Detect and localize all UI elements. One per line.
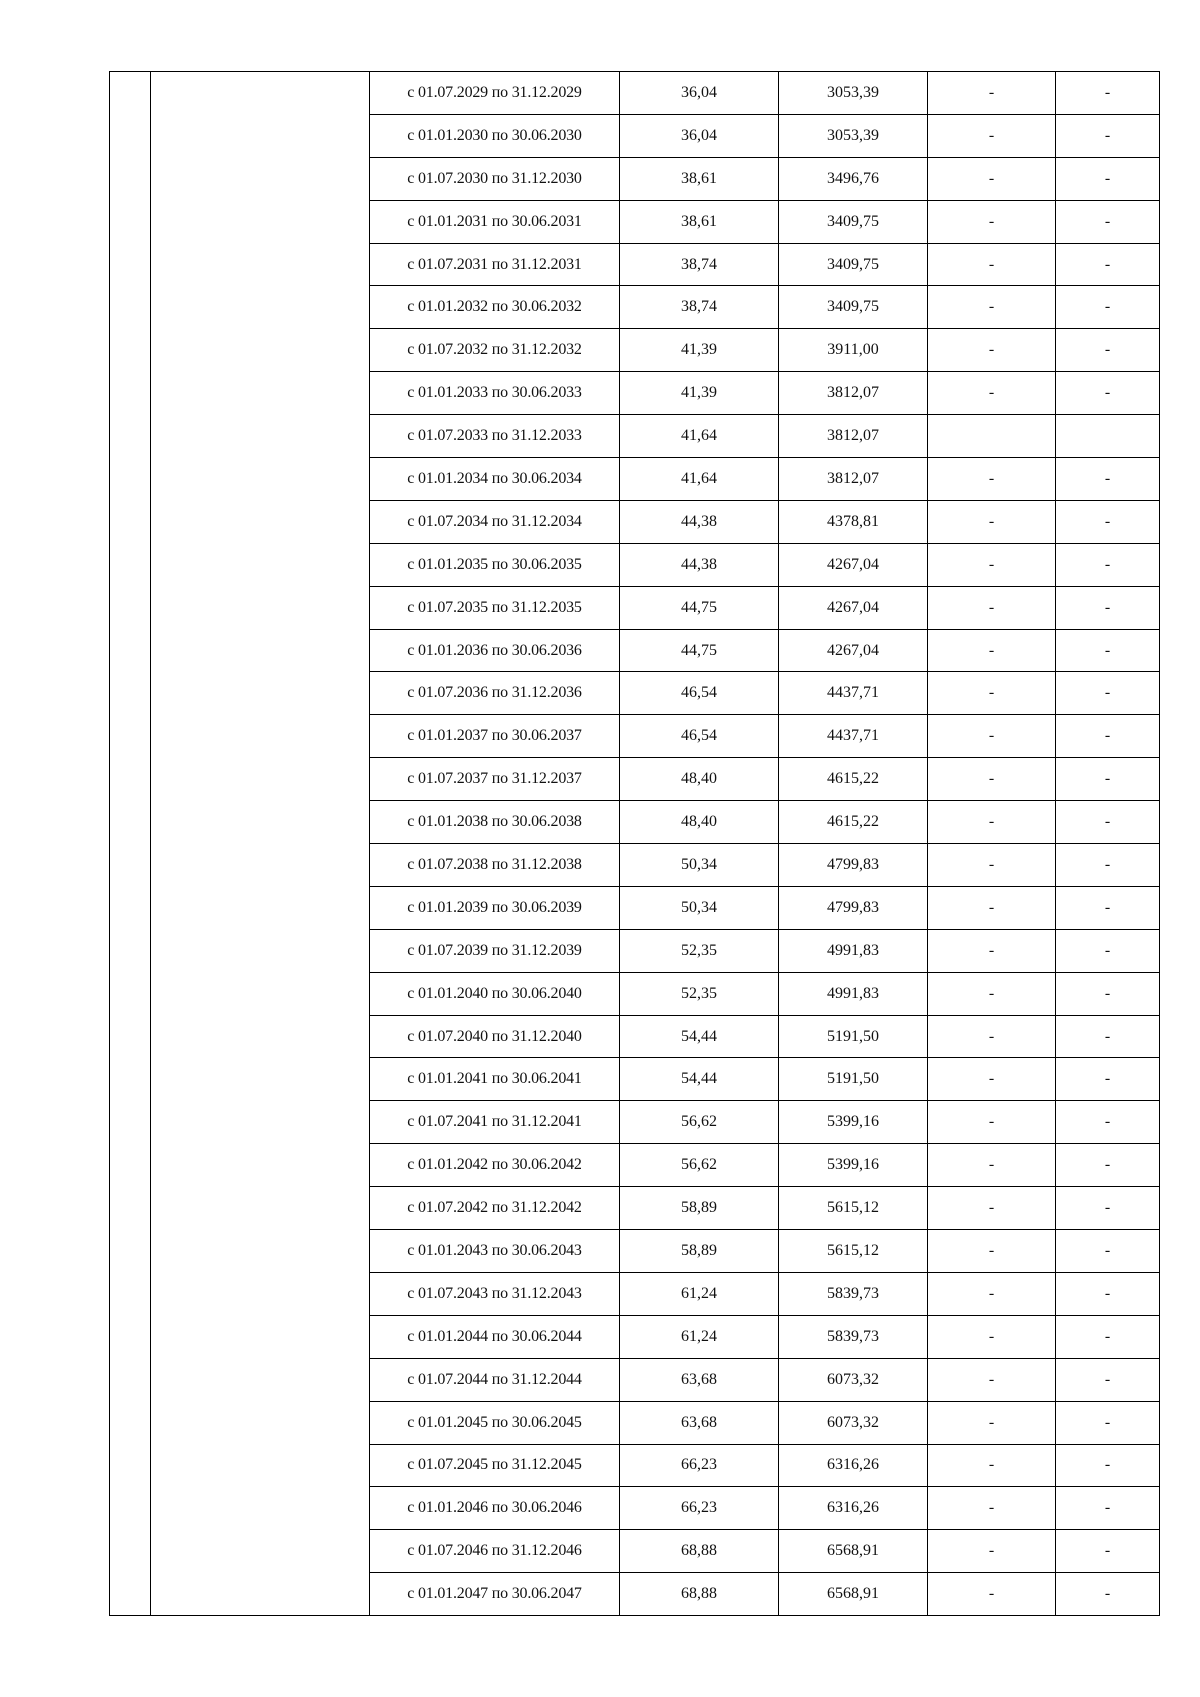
- value3-cell: -: [928, 844, 1056, 887]
- value4-cell: -: [1056, 886, 1160, 929]
- merged-name-cell: [151, 72, 370, 1616]
- period-cell: с 01.07.2035 по 31.12.2035: [370, 586, 620, 629]
- value4-cell: -: [1056, 1015, 1160, 1058]
- value3-cell: -: [928, 543, 1056, 586]
- value3-cell: -: [928, 758, 1056, 801]
- period-cell: с 01.07.2036 по 31.12.2036: [370, 672, 620, 715]
- value1-cell: 56,62: [620, 1144, 779, 1187]
- value1-cell: 54,44: [620, 1058, 779, 1101]
- value1-cell: 50,34: [620, 844, 779, 887]
- period-cell: с 01.07.2042 по 31.12.2042: [370, 1187, 620, 1230]
- period-cell: с 01.07.2046 по 31.12.2046: [370, 1530, 620, 1573]
- value1-cell: 52,35: [620, 929, 779, 972]
- value4-cell: -: [1056, 1487, 1160, 1530]
- value3-cell: -: [928, 672, 1056, 715]
- period-cell: с 01.07.2044 по 31.12.2044: [370, 1358, 620, 1401]
- value3-cell: -: [928, 458, 1056, 501]
- value2-cell: 6073,32: [779, 1401, 928, 1444]
- value2-cell: 5615,12: [779, 1187, 928, 1230]
- period-cell: с 01.07.2039 по 31.12.2039: [370, 929, 620, 972]
- value1-cell: 68,88: [620, 1530, 779, 1573]
- value4-cell: -: [1056, 586, 1160, 629]
- value3-cell: -: [928, 1015, 1056, 1058]
- value1-cell: 58,89: [620, 1230, 779, 1273]
- period-cell: с 01.07.2037 по 31.12.2037: [370, 758, 620, 801]
- value1-cell: 48,40: [620, 801, 779, 844]
- value1-cell: 63,68: [620, 1401, 779, 1444]
- value4-cell: -: [1056, 1573, 1160, 1616]
- period-cell: с 01.01.2033 по 30.06.2033: [370, 372, 620, 415]
- value1-cell: 48,40: [620, 758, 779, 801]
- value2-cell: 3409,75: [779, 243, 928, 286]
- value3-cell: -: [928, 286, 1056, 329]
- value4-cell: -: [1056, 801, 1160, 844]
- value4-cell: -: [1056, 972, 1160, 1015]
- value3-cell: -: [928, 1230, 1056, 1273]
- value2-cell: 5839,73: [779, 1272, 928, 1315]
- value3-cell: -: [928, 886, 1056, 929]
- value1-cell: 61,24: [620, 1272, 779, 1315]
- value2-cell: 4615,22: [779, 801, 928, 844]
- value2-cell: 5615,12: [779, 1230, 928, 1273]
- period-cell: с 01.01.2045 по 30.06.2045: [370, 1401, 620, 1444]
- period-cell: с 01.01.2036 по 30.06.2036: [370, 629, 620, 672]
- value3-cell: -: [928, 1487, 1056, 1530]
- value1-cell: 36,04: [620, 114, 779, 157]
- value4-cell: -: [1056, 1101, 1160, 1144]
- value2-cell: 4267,04: [779, 543, 928, 586]
- value4-cell: [1056, 415, 1160, 458]
- value2-cell: 4991,83: [779, 972, 928, 1015]
- value1-cell: 66,23: [620, 1444, 779, 1487]
- value2-cell: 4437,71: [779, 715, 928, 758]
- merged-number-cell: [110, 72, 151, 1616]
- value1-cell: 38,74: [620, 243, 779, 286]
- value2-cell: 5399,16: [779, 1144, 928, 1187]
- value4-cell: -: [1056, 243, 1160, 286]
- value2-cell: 4615,22: [779, 758, 928, 801]
- value4-cell: -: [1056, 500, 1160, 543]
- value4-cell: -: [1056, 157, 1160, 200]
- period-cell: с 01.01.2035 по 30.06.2035: [370, 543, 620, 586]
- period-cell: с 01.07.2030 по 31.12.2030: [370, 157, 620, 200]
- period-cell: с 01.07.2040 по 31.12.2040: [370, 1015, 620, 1058]
- value2-cell: 6316,26: [779, 1487, 928, 1530]
- period-cell: с 01.07.2045 по 31.12.2045: [370, 1444, 620, 1487]
- value2-cell: 6073,32: [779, 1358, 928, 1401]
- period-cell: с 01.07.2029 по 31.12.2029: [370, 72, 620, 115]
- value2-cell: 6568,91: [779, 1573, 928, 1616]
- value2-cell: 5839,73: [779, 1315, 928, 1358]
- period-cell: с 01.01.2030 по 30.06.2030: [370, 114, 620, 157]
- value4-cell: -: [1056, 286, 1160, 329]
- value4-cell: -: [1056, 458, 1160, 501]
- value2-cell: 4267,04: [779, 586, 928, 629]
- period-cell: с 01.01.2041 по 30.06.2041: [370, 1058, 620, 1101]
- value1-cell: 41,39: [620, 372, 779, 415]
- value4-cell: -: [1056, 758, 1160, 801]
- value1-cell: 56,62: [620, 1101, 779, 1144]
- value2-cell: 3053,39: [779, 72, 928, 115]
- value1-cell: 54,44: [620, 1015, 779, 1058]
- value4-cell: -: [1056, 1144, 1160, 1187]
- value3-cell: -: [928, 1401, 1056, 1444]
- period-cell: с 01.01.2047 по 30.06.2047: [370, 1573, 620, 1616]
- value1-cell: 44,75: [620, 586, 779, 629]
- period-cell: с 01.07.2041 по 31.12.2041: [370, 1101, 620, 1144]
- value3-cell: -: [928, 715, 1056, 758]
- value2-cell: 5191,50: [779, 1015, 928, 1058]
- value4-cell: -: [1056, 672, 1160, 715]
- value2-cell: 4799,83: [779, 886, 928, 929]
- value3-cell: -: [928, 1187, 1056, 1230]
- table-body: [110, 72, 1160, 1616]
- value4-cell: -: [1056, 329, 1160, 372]
- period-cell: с 01.01.2046 по 30.06.2046: [370, 1487, 620, 1530]
- value4-cell: -: [1056, 1187, 1160, 1230]
- period-cell: с 01.01.2031 по 30.06.2031: [370, 200, 620, 243]
- value3-cell: -: [928, 329, 1056, 372]
- value3-cell: -: [928, 929, 1056, 972]
- value1-cell: 44,38: [620, 543, 779, 586]
- value3-cell: -: [928, 1272, 1056, 1315]
- period-cell: с 01.07.2033 по 31.12.2033: [370, 415, 620, 458]
- value2-cell: 3409,75: [779, 200, 928, 243]
- value2-cell: 4437,71: [779, 672, 928, 715]
- period-cell: с 01.07.2038 по 31.12.2038: [370, 844, 620, 887]
- period-cell: с 01.07.2034 по 31.12.2034: [370, 500, 620, 543]
- period-cell: с 01.01.2043 по 30.06.2043: [370, 1230, 620, 1273]
- value2-cell: 3812,07: [779, 372, 928, 415]
- value4-cell: -: [1056, 543, 1160, 586]
- value4-cell: -: [1056, 1444, 1160, 1487]
- value2-cell: 6316,26: [779, 1444, 928, 1487]
- value4-cell: -: [1056, 1358, 1160, 1401]
- period-cell: с 01.01.2040 по 30.06.2040: [370, 972, 620, 1015]
- value2-cell: 6568,91: [779, 1530, 928, 1573]
- value1-cell: 66,23: [620, 1487, 779, 1530]
- value1-cell: 38,61: [620, 157, 779, 200]
- value2-cell: 3911,00: [779, 329, 928, 372]
- value2-cell: 5399,16: [779, 1101, 928, 1144]
- value1-cell: 41,64: [620, 458, 779, 501]
- value2-cell: 4799,83: [779, 844, 928, 887]
- value3-cell: -: [928, 1315, 1056, 1358]
- value3-cell: -: [928, 1530, 1056, 1573]
- period-cell: с 01.01.2039 по 30.06.2039: [370, 886, 620, 929]
- value4-cell: -: [1056, 1530, 1160, 1573]
- value4-cell: -: [1056, 844, 1160, 887]
- period-cell: с 01.01.2038 по 30.06.2038: [370, 801, 620, 844]
- value3-cell: -: [928, 372, 1056, 415]
- value1-cell: 41,39: [620, 329, 779, 372]
- value4-cell: -: [1056, 929, 1160, 972]
- value1-cell: 52,35: [620, 972, 779, 1015]
- value3-cell: [928, 415, 1056, 458]
- period-cell: с 01.01.2044 по 30.06.2044: [370, 1315, 620, 1358]
- value1-cell: 41,64: [620, 415, 779, 458]
- value4-cell: -: [1056, 200, 1160, 243]
- value1-cell: 63,68: [620, 1358, 779, 1401]
- period-cell: с 01.07.2031 по 31.12.2031: [370, 243, 620, 286]
- value1-cell: 46,54: [620, 672, 779, 715]
- value4-cell: -: [1056, 114, 1160, 157]
- value2-cell: 3409,75: [779, 286, 928, 329]
- value3-cell: -: [928, 1444, 1056, 1487]
- value3-cell: -: [928, 1358, 1056, 1401]
- value2-cell: 4378,81: [779, 500, 928, 543]
- value4-cell: -: [1056, 1401, 1160, 1444]
- value3-cell: -: [928, 200, 1056, 243]
- value3-cell: -: [928, 629, 1056, 672]
- period-cell: с 01.07.2043 по 31.12.2043: [370, 1272, 620, 1315]
- value1-cell: 44,75: [620, 629, 779, 672]
- tariff-table: [109, 71, 1160, 1616]
- value3-cell: -: [928, 1101, 1056, 1144]
- value2-cell: 3812,07: [779, 415, 928, 458]
- value4-cell: -: [1056, 715, 1160, 758]
- value3-cell: -: [928, 1058, 1056, 1101]
- table-row: [110, 72, 1160, 115]
- value2-cell: 4267,04: [779, 629, 928, 672]
- value1-cell: 44,38: [620, 500, 779, 543]
- value4-cell: -: [1056, 1058, 1160, 1101]
- value1-cell: 58,89: [620, 1187, 779, 1230]
- value1-cell: 38,61: [620, 200, 779, 243]
- value3-cell: -: [928, 1144, 1056, 1187]
- value2-cell: 3496,76: [779, 157, 928, 200]
- value1-cell: 38,74: [620, 286, 779, 329]
- value1-cell: 68,88: [620, 1573, 779, 1616]
- value4-cell: -: [1056, 72, 1160, 115]
- value2-cell: 3812,07: [779, 458, 928, 501]
- value3-cell: -: [928, 972, 1056, 1015]
- value4-cell: -: [1056, 1315, 1160, 1358]
- value3-cell: -: [928, 72, 1056, 115]
- period-cell: с 01.01.2037 по 30.06.2037: [370, 715, 620, 758]
- value3-cell: -: [928, 157, 1056, 200]
- value3-cell: -: [928, 801, 1056, 844]
- value4-cell: -: [1056, 372, 1160, 415]
- value3-cell: -: [928, 1573, 1056, 1616]
- period-cell: с 01.07.2032 по 31.12.2032: [370, 329, 620, 372]
- value1-cell: 61,24: [620, 1315, 779, 1358]
- period-cell: с 01.01.2034 по 30.06.2034: [370, 458, 620, 501]
- value3-cell: -: [928, 114, 1056, 157]
- value1-cell: 36,04: [620, 72, 779, 115]
- value2-cell: 5191,50: [779, 1058, 928, 1101]
- value3-cell: -: [928, 500, 1056, 543]
- period-cell: с 01.01.2042 по 30.06.2042: [370, 1144, 620, 1187]
- value3-cell: -: [928, 243, 1056, 286]
- value3-cell: -: [928, 586, 1056, 629]
- value2-cell: 3053,39: [779, 114, 928, 157]
- value4-cell: -: [1056, 1272, 1160, 1315]
- value2-cell: 4991,83: [779, 929, 928, 972]
- value4-cell: -: [1056, 1230, 1160, 1273]
- period-cell: с 01.01.2032 по 30.06.2032: [370, 286, 620, 329]
- value4-cell: -: [1056, 629, 1160, 672]
- value1-cell: 50,34: [620, 886, 779, 929]
- value1-cell: 46,54: [620, 715, 779, 758]
